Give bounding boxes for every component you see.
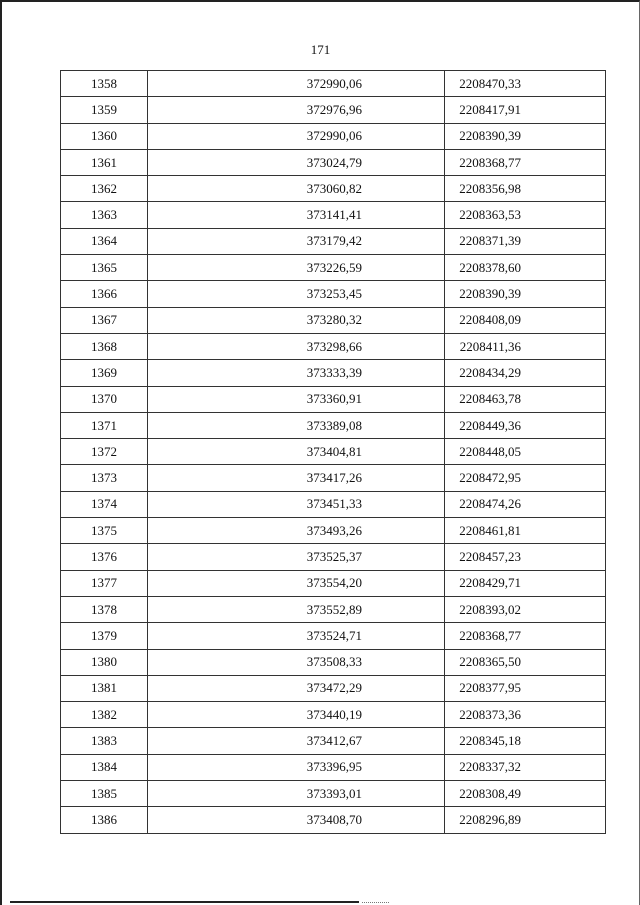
x-coordinate-cell: 373525,37 [148, 544, 445, 570]
table-row [61, 202, 606, 228]
x-coordinate-cell: 373552,89 [148, 596, 445, 622]
x-coordinate-cell: 373389,08 [148, 412, 445, 438]
y-coordinate-cell: 2208345,18 [445, 728, 606, 754]
point-number-cell: 1374 [61, 491, 148, 517]
x-coordinate-cell: 373179,42 [148, 228, 445, 254]
y-coordinate-cell: 2208434,29 [445, 360, 606, 386]
table-row [61, 465, 606, 491]
point-number-cell: 1364 [61, 228, 148, 254]
table-row [61, 754, 606, 780]
y-coordinate-cell: 2208461,81 [445, 518, 606, 544]
x-coordinate-cell: 373508,33 [148, 649, 445, 675]
x-coordinate-cell: 373554,20 [148, 570, 445, 596]
bottom-dotted-rule [362, 902, 389, 903]
x-coordinate-cell: 373393,01 [148, 781, 445, 807]
y-coordinate-cell: 2208356,98 [445, 176, 606, 202]
table-row [61, 439, 606, 465]
point-number-cell: 1386 [61, 807, 148, 833]
table-row [61, 412, 606, 438]
y-coordinate-cell: 2208393,02 [445, 596, 606, 622]
y-coordinate-cell: 2208378,60 [445, 255, 606, 281]
point-number-cell: 1369 [61, 360, 148, 386]
y-coordinate-cell: 2208472,95 [445, 465, 606, 491]
y-coordinate-cell: 2208296,89 [445, 807, 606, 833]
point-number-cell: 1368 [61, 333, 148, 359]
table-row [61, 781, 606, 807]
x-coordinate-cell: 372990,06 [148, 123, 445, 149]
x-coordinate-cell: 373412,67 [148, 728, 445, 754]
table-row [61, 71, 606, 97]
x-coordinate-cell: 372976,96 [148, 97, 445, 123]
y-coordinate-cell: 2208474,26 [445, 491, 606, 517]
y-coordinate-cell: 2208390,39 [445, 281, 606, 307]
table-row [61, 702, 606, 728]
table-row [61, 518, 606, 544]
x-coordinate-cell: 373440,19 [148, 702, 445, 728]
y-coordinate-cell: 2208337,32 [445, 754, 606, 780]
table-row [61, 623, 606, 649]
x-coordinate-cell: 373226,59 [148, 255, 445, 281]
table-row [61, 333, 606, 359]
table-row [61, 649, 606, 675]
y-coordinate-cell: 2208408,09 [445, 307, 606, 333]
y-coordinate-cell: 2208368,77 [445, 623, 606, 649]
point-number-cell: 1363 [61, 202, 148, 228]
table-row [61, 97, 606, 123]
table-row [61, 491, 606, 517]
y-coordinate-cell: 2208449,36 [445, 412, 606, 438]
point-number-cell: 1367 [61, 307, 148, 333]
point-number-cell: 1361 [61, 149, 148, 175]
y-coordinate-cell: 2208371,39 [445, 228, 606, 254]
point-number-cell: 1385 [61, 781, 148, 807]
table-row [61, 386, 606, 412]
point-number-cell: 1383 [61, 728, 148, 754]
point-number-cell: 1378 [61, 596, 148, 622]
point-number-cell: 1362 [61, 176, 148, 202]
point-number-cell: 1371 [61, 412, 148, 438]
point-number-cell: 1381 [61, 675, 148, 701]
point-number-cell: 1375 [61, 518, 148, 544]
x-coordinate-cell: 373417,26 [148, 465, 445, 491]
table-row [61, 675, 606, 701]
point-number-cell: 1365 [61, 255, 148, 281]
x-coordinate-cell: 373404,81 [148, 439, 445, 465]
coordinates-table [60, 70, 606, 834]
y-coordinate-cell: 2208411,36 [445, 333, 606, 359]
x-coordinate-cell: 373298,66 [148, 333, 445, 359]
x-coordinate-cell: 373060,82 [148, 176, 445, 202]
table-row [61, 596, 606, 622]
y-coordinate-cell: 2208429,71 [445, 570, 606, 596]
y-coordinate-cell: 2208448,05 [445, 439, 606, 465]
x-coordinate-cell: 373524,71 [148, 623, 445, 649]
point-number-cell: 1377 [61, 570, 148, 596]
point-number-cell: 1380 [61, 649, 148, 675]
bottom-rule [10, 901, 359, 903]
y-coordinate-cell: 2208308,49 [445, 781, 606, 807]
table-row [61, 307, 606, 333]
y-coordinate-cell: 2208368,77 [445, 149, 606, 175]
table-row [61, 281, 606, 307]
table-body [61, 71, 606, 834]
y-coordinate-cell: 2208365,50 [445, 649, 606, 675]
x-coordinate-cell: 373253,45 [148, 281, 445, 307]
page-number: 171 [310, 42, 331, 57]
y-coordinate-cell: 2208417,91 [445, 97, 606, 123]
y-coordinate-cell: 2208363,53 [445, 202, 606, 228]
x-coordinate-cell: 373024,79 [148, 149, 445, 175]
table-row [61, 255, 606, 281]
y-coordinate-cell: 2208377,95 [445, 675, 606, 701]
point-number-cell: 1358 [61, 71, 148, 97]
y-coordinate-cell: 2208463,78 [445, 386, 606, 412]
x-coordinate-cell: 372990,06 [148, 71, 445, 97]
table-row [61, 176, 606, 202]
point-number-cell: 1373 [61, 465, 148, 491]
point-number-cell: 1359 [61, 97, 148, 123]
point-number-cell: 1382 [61, 702, 148, 728]
table-row [61, 149, 606, 175]
point-number-cell: 1372 [61, 439, 148, 465]
point-number-cell: 1370 [61, 386, 148, 412]
y-coordinate-cell: 2208470,33 [445, 71, 606, 97]
table-row [61, 570, 606, 596]
y-coordinate-cell: 2208457,23 [445, 544, 606, 570]
table-row [61, 123, 606, 149]
point-number-cell: 1360 [61, 123, 148, 149]
table-row [61, 360, 606, 386]
table-row [61, 544, 606, 570]
y-coordinate-cell: 2208390,39 [445, 123, 606, 149]
x-coordinate-cell: 373333,39 [148, 360, 445, 386]
x-coordinate-cell: 373396,95 [148, 754, 445, 780]
x-coordinate-cell: 373451,33 [148, 491, 445, 517]
x-coordinate-cell: 373493,26 [148, 518, 445, 544]
x-coordinate-cell: 373472,29 [148, 675, 445, 701]
point-number-cell: 1376 [61, 544, 148, 570]
point-number-cell: 1384 [61, 754, 148, 780]
x-coordinate-cell: 373280,32 [148, 307, 445, 333]
point-number-cell: 1379 [61, 623, 148, 649]
table-row [61, 807, 606, 833]
table-row [61, 728, 606, 754]
table-row [61, 228, 606, 254]
x-coordinate-cell: 373360,91 [148, 386, 445, 412]
x-coordinate-cell: 373141,41 [148, 202, 445, 228]
x-coordinate-cell: 373408,70 [148, 807, 445, 833]
point-number-cell: 1366 [61, 281, 148, 307]
y-coordinate-cell: 2208373,36 [445, 702, 606, 728]
